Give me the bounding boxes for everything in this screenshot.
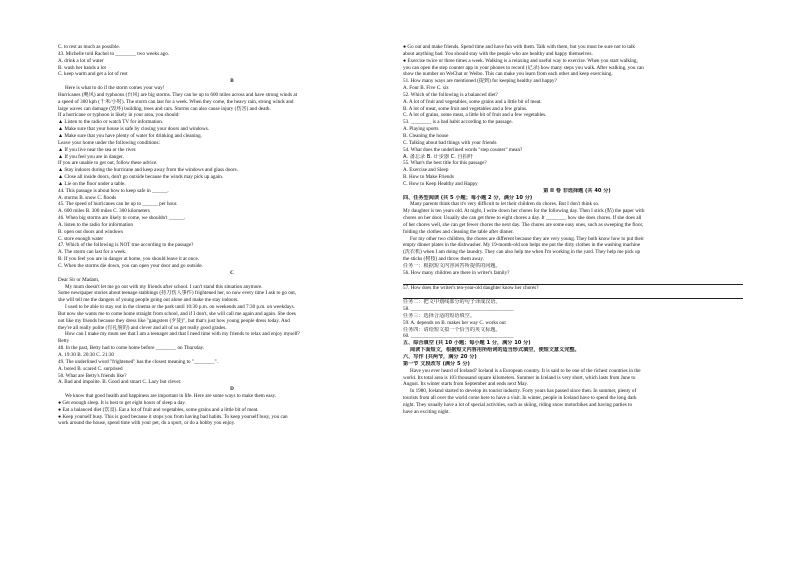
left-line: A. 19:30 B. 20:30 C. 21:30 (58, 351, 114, 358)
left-line: C (230, 269, 234, 276)
left-line: I used to be able to stay out in the cinema or the park until 10:30 p.m. on weekends and 7:30 p.m. on weekdays. (65, 304, 295, 311)
left-line: A. drink a lot of water (58, 57, 104, 64)
left-line: Some newspaper stories about teenage stabbings (持刀伤人事件) frightened her, so now every time I ask to go out, (58, 290, 297, 297)
left-line: Betty (58, 338, 70, 345)
left-line: ▲ If you live near the sea or the river. (58, 146, 137, 153)
right-line: ● Go out and make friends. Spend time and have fun with them. Talk with them, but you must be sure not to talk (403, 44, 635, 50)
right-line: (洗衣机) when I am doing the laundry. They can also help me when I'm working in the yard. They help me pick up (403, 249, 641, 256)
right-line: night. They usually have a lot of special activities, such as skiing, riding snow motorbikes and having parties to (403, 401, 633, 408)
right-line: 四、任务型阅读 (共 5 小题；每小题 2 分，满分 10 分) (403, 194, 533, 201)
right-line: C. How to Keep Healthy and Happy (403, 180, 478, 187)
left-line: A. 600 miles B. 300 miles C. 300 kilometers (58, 208, 150, 215)
right-line: tourists from all over the world come here to have a visit. In winter, people in Iceland have to spend the long dark (403, 395, 637, 402)
right-line: For my other two children, the chores are different because they are very young. They both know how to put their (410, 235, 644, 242)
left-line: she will tell me the dangers of young people going out alone and make me stay indoors. (58, 297, 239, 304)
right-line: 任务二：把文中划线部分的句子译成汉语。 (403, 299, 501, 306)
right-line: 任务三：选择合适的短语填空。 (403, 312, 475, 319)
left-line: ▲ Make sure that your house is safe by closing your doors and windows. (58, 126, 210, 133)
left-line: 47. Which of the following is NOT true according to the passage? (58, 242, 194, 249)
right-line: 58. ________________________________________ (403, 306, 514, 313)
left-line: work around the house, spend time with your pet, do a sport, or do a hobby you enjoy. (58, 420, 236, 427)
right-column (403, 44, 751, 416)
left-line: A. storms B. snow C. floods (58, 194, 117, 201)
left-line: C. keep warm and get a lot of rest (58, 71, 128, 78)
left-line: Hurricanes (飓风) and typhoons (台风) are big storms. They can be up to 600 miles across and have strong winds at (58, 91, 298, 98)
right-line: folding the clothes and cleaning the table after dinner. (403, 228, 514, 235)
left-line: C. store enough water (58, 235, 104, 242)
right-line: 53. ________ is a bad habit according to the passage. (403, 119, 513, 126)
left-line: ▲ If you feel you are in danger. (58, 153, 124, 160)
right-line: A. Exercise and Sleep (403, 167, 449, 174)
left-line: B. wash her hands a lot (58, 64, 106, 71)
left-line: A. Bad and impolite. B. Good and smart C. Lazy but clever. (58, 379, 182, 386)
right-line: 60. ________________________________________ (403, 333, 514, 340)
right-line: chores on her door. Usually she can get three to eight chores a day. It ________ how she does chores. If she does all (403, 215, 642, 222)
right-line: A. Four B. Five C. six (403, 85, 449, 92)
left-line: Dear Sir or Madam, (58, 276, 100, 283)
right-line: of her chores well, she can get fewer chores the next day. The chores are some easy ones, such as sweeping the floor, (403, 221, 644, 228)
right-line: August. Its winter starts from September and ends next May. (403, 381, 528, 388)
left-line: ▲ Lie on the floor under a table. (58, 180, 126, 187)
left-line: 43. Michelle told Rachel to ________ two weeks ago. (58, 50, 170, 57)
left-line: B (230, 78, 234, 85)
left-line: D (230, 386, 234, 393)
left-line: If you are unable to get out, follow these advice. (58, 160, 158, 167)
right-line: 第 II 卷 非选择题 (共 40 分) (543, 187, 611, 194)
right-line: Have you ever heard of Iceland? Iceland is a European country. It is said to be one of the richest countries in the (410, 367, 641, 374)
left-line: A. listen to the radio for information (58, 221, 133, 228)
right-line: 57. How does the writer's ten-year-old daughter know her chores? (403, 284, 539, 291)
right-line: 54. What does the underlined words "step counter" mean? (403, 146, 523, 153)
right-line: world. Its total area is 103 thousand square kilometers. Summer in Iceland is very short, which lasts from June to (403, 374, 636, 381)
left-line: If a hurricane or typhoon is likely in your area, you should: (58, 112, 180, 119)
left-line: a speed of 300 kph (千米/小时). The storm can last for a week. When they come, the heavy rain, strong winds and (58, 98, 294, 105)
right-line: In 1980, Iceland started to develop its tourist industry. Forty years has passed since then. In summer, plenty of (410, 388, 637, 395)
right-line: A. 备忘录 B. 计步器 C. 自拍杆 (403, 153, 473, 160)
left-line: ▲ Make sure that you have plenty of water for drinking and cleaning. (58, 132, 202, 139)
right-line: A. A lot of fruit and vegetables, some grains and a little bit of meat. (403, 98, 542, 105)
left-line: 48. In the past, Betty had to come home before ________ on Thursday. (58, 345, 205, 352)
left-line: Here is what to do if the storm comes your way! (65, 85, 165, 92)
right-line: 59. A. depends on B. makes her way C. works out (403, 319, 506, 326)
left-line: 44. This passage is about how to keep safe in ______. (58, 187, 169, 194)
right-line (403, 277, 743, 285)
right-line (403, 291, 743, 299)
right-line: show the number on WeChat or Weibo. This can make you learn from each other and keep exercising. (403, 71, 613, 78)
right-line: 五、综合填空 (共 10 小题；每小题 1 分，满分 10 分) (403, 340, 531, 347)
left-line: We know that good health and happiness are important in life. Here are some ways to make them easy. (65, 393, 277, 400)
left-line: 49. The underlined word "frightened" has the closest meaning to "________". (58, 358, 218, 365)
right-line: Many parents think that it's very difficult to let their children do chores. But I don't think so. (410, 201, 600, 208)
left-line: they're all really polite (有礼貌的) and clever and all of us get really good grades. (58, 324, 227, 331)
right-line: you can open the step counter app in your phones to record (记录) how many steps you walk. After walking, you can (403, 64, 644, 71)
right-line: have an exciting night. (403, 408, 450, 415)
left-line: ▲ Listen to the radio or watch TV for information. (58, 119, 164, 126)
left-line: B. open out doors and windows (58, 228, 124, 235)
right-line: B. How to Make Friends (403, 174, 454, 181)
left-line: ● Get enough sleep. It is best to get eight hours of sleep a day. (58, 399, 186, 406)
right-line: 任务四：请给短文拟一个恰当的英文标题。 (403, 326, 501, 333)
left-line: not like my friends because they dress like "gangsters (歹徒)", but that's just how young people dress today. And (58, 317, 290, 324)
left-line: B. If you feel you are in danger at home, you should leave it at once. (58, 256, 200, 263)
left-line: large waves can damage (毁坏) building, trees and cars. Storms can also cause injury (伤害) and death. (58, 105, 271, 112)
left-line: ▲ Stay indoors during the hurricane and keep away from the windows and glass doors. (58, 167, 238, 174)
right-line: B. A lot of meat, some fruit and vegetables and a few grains. (403, 105, 528, 112)
left-line: C. When the storms die down, you can open your door and go outside. (58, 263, 203, 269)
right-line: C. A lot of grains, some meat, a little bit of fruit and a few vegetables. (403, 112, 547, 119)
left-line: But now she wants me to come home straight from school, and if I don't, she will call me again and again. She does (58, 310, 296, 317)
right-line: B. Cleaning the house (403, 132, 449, 139)
left-line: C. to rest as much as possible. (58, 44, 120, 50)
right-line: A. Playing sports (403, 126, 439, 133)
left-line: ● Eat a balanced diet (饮食). Eat a lot of fruit and vegetables, some grains and a little bit of meat. (58, 406, 259, 413)
left-line: ● Keep yourself busy. This is good because it stops you from having bad habits. To keep yourself busy, you can (58, 413, 288, 420)
left-line: Leave your home under the following conditions: (58, 139, 160, 146)
right-line: 55. What's the best title for this passage? (403, 160, 487, 167)
right-line: empty dinner plates in the dishwasher. My 19-month-old son helps me put the dirty clothes in the washing machine (403, 242, 641, 249)
left-line: My mum doesn't let me go out with my friends after school. I can't stand this situation anymore. (65, 283, 263, 290)
right-line: 51. How many ways are mentioned (提到) for keeping healthy and happy? (403, 78, 557, 85)
right-line: 任务一：根据短文内容回答所提供的问题。 (403, 263, 501, 269)
left-line: A. bored B. scared C. surprised (58, 365, 123, 372)
left-line: ▲ Close all inside doors, don't go outside because the winds may pick up again. (58, 174, 224, 181)
left-line: 46. When big storms are likely to come, we shouldn't ______. (58, 215, 186, 222)
right-line: 56. How many children are there in writer's family? (403, 269, 510, 276)
right-line: the sticks (树枝) and throw them away. (403, 256, 484, 263)
left-line: A. The storm can last for a week. (58, 249, 127, 256)
left-line: 45. The speed of hurricanes can be up to ______ per hour. (58, 201, 178, 208)
left-line: How can I make my mum see that I am a teenager and that I need time with my friends to relax and enjoy myself? (65, 331, 300, 338)
right-line: 52. Which of the following is a balanced diet? (403, 91, 498, 98)
right-line: 六、写作 (共两节，满分 20 分) (403, 353, 477, 360)
left-line: 50. What are Betty's friends like? (58, 372, 127, 379)
right-line: ● Exercise twice or three times a week. Walking is a relaxing and useful way to exercise. When you start walking, (403, 57, 638, 64)
right-line: My daughter is ten years old. At night, I write down her chores for the following day. Then I stick (贴) the paper with (403, 208, 645, 215)
left-column (58, 44, 406, 427)
right-line: C. Talking about bad things with your friends (403, 139, 497, 146)
right-line: 第一节 文段改写 (满分 5 分) (403, 360, 470, 367)
right-line: about anything bad. You should stay with the people who are healthy and happy themselves. (403, 50, 593, 57)
right-line: 阅读下面短文，根据短文内容用所给词的适当形式填空，使短文意义完整。 (410, 347, 580, 354)
